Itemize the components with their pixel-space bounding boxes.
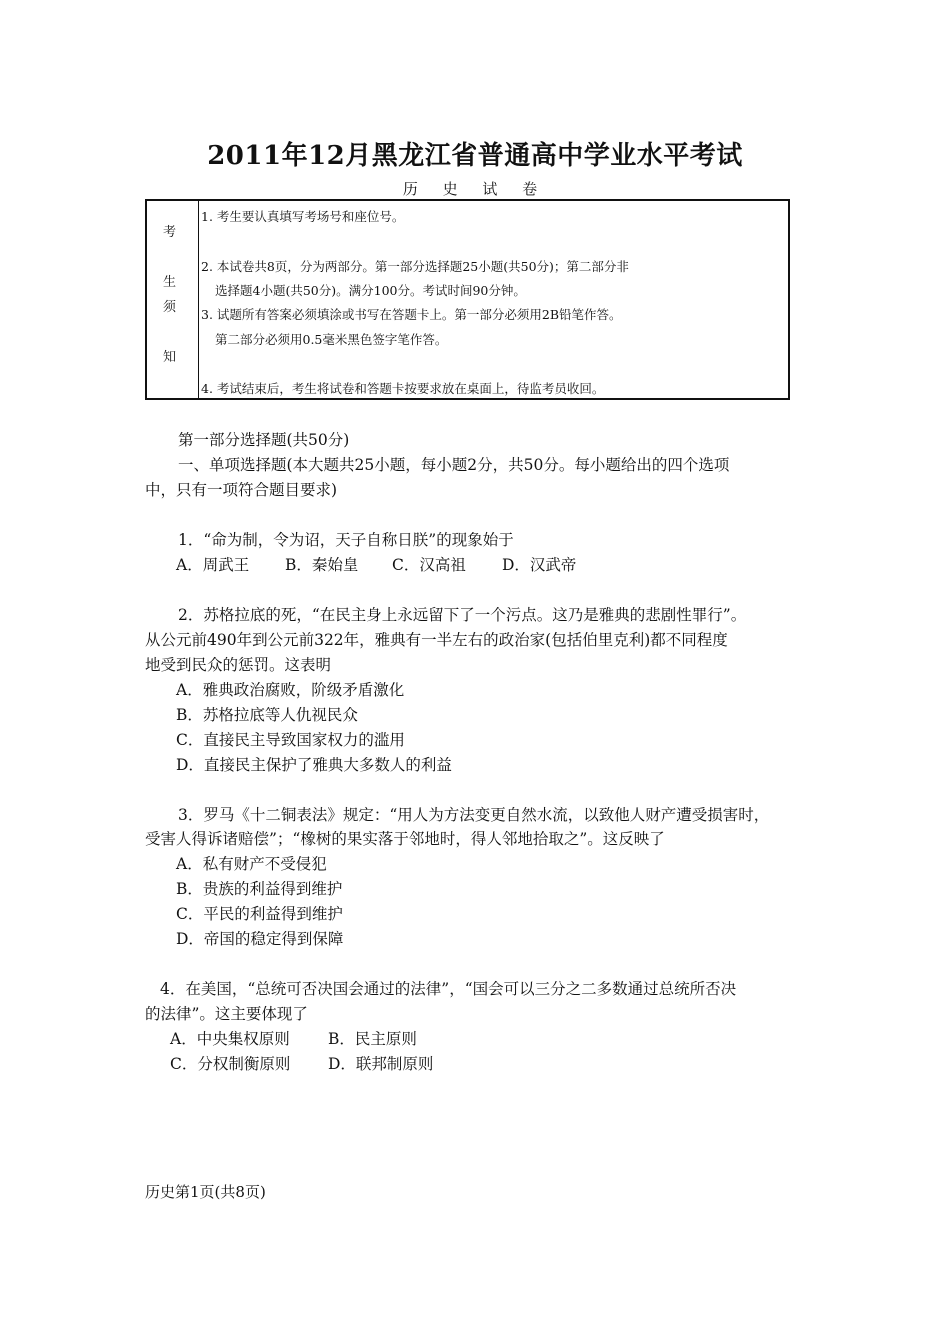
notice-side-char: 知: [163, 350, 177, 365]
question-option: C．分权制衡原则: [170, 1055, 291, 1073]
part1-instruction: 中，只有一项符合题目要求): [145, 481, 338, 499]
notice-side-char: 考: [163, 225, 177, 240]
question-option: D．联邦制原则: [328, 1055, 434, 1073]
exam-subtitle: 历 史 试 卷: [402, 180, 548, 198]
notice-side-char: 须: [163, 300, 177, 315]
page-footer: 历史第1页(共8页): [145, 1183, 266, 1201]
question-stem: 2．苏格拉底的死，“在民主身上永远留下了一个污点。这乃是雅典的悲剧性罪行”。: [178, 606, 747, 624]
notice-item: 1. 考生要认真填写考场号和座位号。: [201, 209, 405, 224]
question-stem: 3．罗马《十二铜表法》规定：“用人为方法变更自然水流，以致他人财产遭受损害时，: [178, 806, 770, 824]
question-option: B．秦始皇: [285, 556, 359, 574]
question-option: A．周武王: [176, 556, 250, 574]
question-option: B．民主原则: [328, 1030, 417, 1048]
question-option: D．直接民主保护了雅典大多数人的利益: [176, 756, 452, 774]
question-stem: 1．“命为制，令为诏，天子自称日朕”的现象始于: [178, 531, 514, 549]
question-stem: 4．在美国，“总统可否决国会通过的法律”，“国会可以三分之二多数通过总统所否决: [160, 980, 737, 998]
notice-item: 选择题4小题(共50分)。满分100分。考试时间90分钟。: [215, 283, 526, 298]
question-option: B．苏格拉底等人仇视民众: [176, 706, 358, 724]
question-option: A．私有财产不受侵犯: [176, 855, 327, 873]
question-option: D．汉武帝: [502, 556, 577, 574]
notice-item: 第二部分必须用0.5毫米黑色签字笔作答。: [215, 332, 448, 347]
question-stem: 的法律”。这主要体现了: [145, 1005, 308, 1023]
question-stem: 从公元前490年到公元前322年，雅典有一半左右的政治家(包括伯里克利)都不同程度: [145, 631, 728, 649]
question-option: B．贵族的利益得到维护: [176, 880, 343, 898]
question-stem: 地受到民众的惩罚。这表明: [145, 656, 332, 674]
question-option: C．直接民主导致国家权力的滥用: [176, 731, 405, 749]
notice-item: 3. 试题所有答案必须填涂或书写在答题卡上。第一部分必须用2B铅笔作答。: [201, 307, 622, 322]
question-option: C．汉高祖: [392, 556, 466, 574]
exam-title: 2011年12月黑龙江省普通高中学业水平考试: [207, 141, 743, 171]
part1-instruction: 一、单项选择题(本大题共25小题，每小题2分，共50分。每小题给出的四个选项: [178, 456, 730, 474]
question-stem: 受害人得诉诸赔偿”；“橡树的果实落于邻地时，得人邻地拾取之”。这反映了: [145, 830, 665, 848]
notice-item: 4. 考试结束后，考生将试卷和答题卡按要求放在桌面上，待监考员收回。: [201, 381, 605, 396]
notice-item: 2. 本试卷共8页，分为两部分。第一部分选择题25小题(共50分)；第二部分非: [201, 259, 629, 274]
question-option: D．帝国的稳定得到保障: [176, 930, 344, 948]
question-option: A．中央集权原则: [170, 1030, 290, 1048]
notice-side-char: 生: [163, 275, 177, 290]
notice-side-label: [147, 201, 199, 398]
question-option: A．雅典政治腐败，阶级矛盾激化: [176, 681, 405, 699]
notice-box: [145, 199, 790, 400]
part1-heading: 第一部分选择题(共50分): [178, 431, 350, 449]
question-option: C．平民的利益得到维护: [176, 905, 343, 923]
